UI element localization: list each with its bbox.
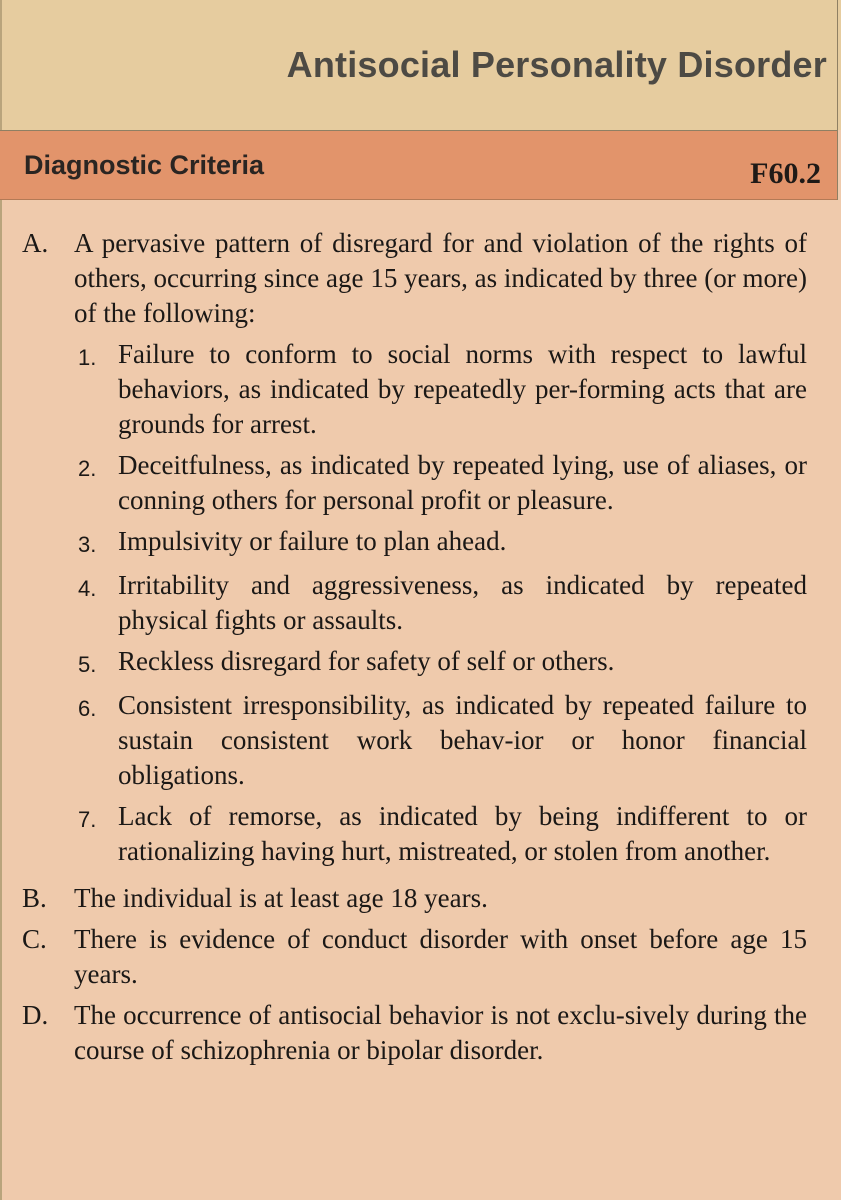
- criterion-b: [0, 881, 841, 916]
- page-title: Antisocial Personality Disorder: [286, 44, 827, 85]
- sub-criterion-number: 7.: [78, 807, 97, 832]
- sub-criterion: [74, 688, 807, 793]
- sub-criterion-number: 2.: [78, 456, 97, 481]
- sub-criterion-text: Failure to conform to social norms with respect to lawful behaviors, as indicated by repeatedly per-forming acts that are grounds for arrest.: [118, 339, 807, 439]
- criterion-text: The individual is at least age 18 years.: [74, 883, 488, 913]
- sub-criterion-number: 5.: [78, 652, 97, 677]
- criterion-text: The occurrence of antisocial behavior is not exclu-sively during the course of schizophrenia or bipolar disorder.: [74, 1000, 807, 1065]
- sub-criterion-text: Deceitfulness, as indicated by repeated lying, use of aliases, or conning others for personal profit or pleasure.: [118, 450, 807, 515]
- sub-criterion: [74, 448, 807, 518]
- sub-criterion: [74, 524, 807, 562]
- criterion-c: [0, 922, 841, 992]
- section-label: Diagnostic Criteria: [24, 150, 265, 180]
- sub-criteria-list: [74, 337, 807, 869]
- criterion-letter: A.: [22, 228, 49, 258]
- sub-criterion-text: Impulsivity or failure to plan ahead.: [118, 526, 507, 556]
- sub-criterion-number: 3.: [78, 532, 97, 557]
- criterion-letter: B.: [22, 883, 47, 913]
- criterion-text: There is evidence of conduct disorder with onset before age 15 years.: [74, 924, 807, 989]
- diagnostic-code: F60.2: [750, 157, 821, 190]
- sub-criterion: [74, 644, 807, 682]
- sub-criterion: [74, 568, 807, 638]
- criteria-list: [0, 226, 841, 1074]
- right-rule: [837, 0, 838, 200]
- sub-criterion-text: Reckless disregard for safety of self or others.: [118, 646, 615, 676]
- sub-criterion-text: Irritability and aggressiveness, as indicated by repeated physical fights or assaults.: [118, 570, 807, 635]
- sub-criterion-number: 4.: [78, 576, 97, 601]
- sub-criterion-text: Consistent irresponsibility, as indicated by repeated failure to sustain consistent work behav-ior or honor financial obligations.: [118, 690, 807, 790]
- criterion-text: A pervasive pattern of disregard for and violation of the rights of others, occurring since age 15 years, as indicated by three (or more) of the following:: [74, 228, 807, 328]
- criterion-d: [0, 998, 841, 1068]
- criterion-a: [0, 226, 841, 875]
- sub-criterion: [74, 799, 807, 869]
- criterion-letter: C.: [22, 924, 47, 954]
- sub-criterion-text: Lack of remorse, as indicated by being indifferent to or rationalizing having hurt, mistreated, or stolen from another.: [118, 801, 807, 866]
- sub-criterion-number: 1.: [78, 345, 97, 370]
- sub-criterion-number: 6.: [78, 696, 97, 721]
- sub-criterion: [74, 337, 807, 442]
- criterion-letter: D.: [22, 1000, 49, 1030]
